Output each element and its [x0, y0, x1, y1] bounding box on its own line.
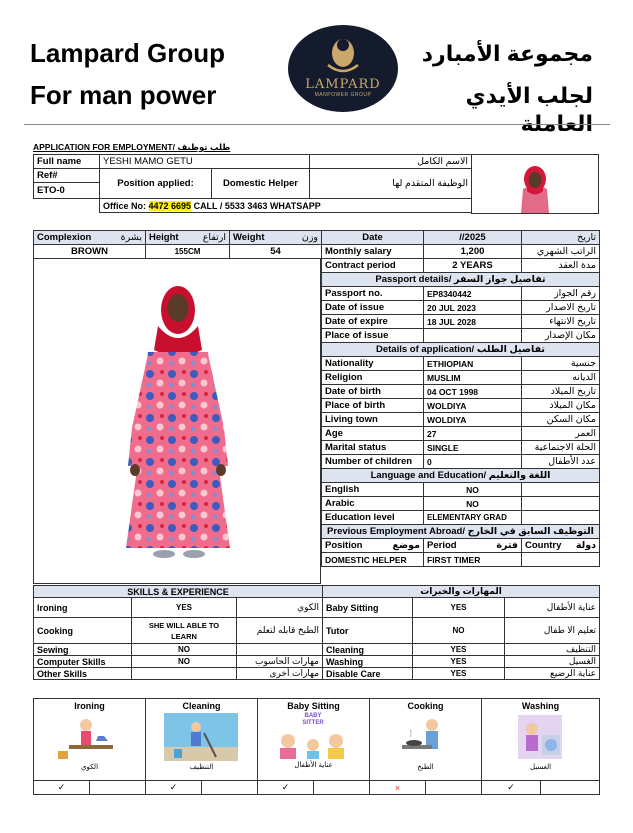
gallery-mark-cleaning: ✓	[146, 781, 202, 795]
place-of-issue-ar: مكان الإصدار	[522, 329, 600, 343]
logo-subtitle: MANPOWER GROUP	[314, 92, 372, 98]
office-suffix: CALL / 5533 3463 WHATSAPP	[191, 200, 321, 211]
skill-cleaning-value: YES	[413, 644, 505, 656]
gallery-card-washing	[482, 699, 600, 781]
applicant-info-table	[33, 154, 472, 213]
arabic-value: NO	[424, 497, 522, 511]
dob-value: 04 OCT 1998	[424, 385, 522, 399]
table-row	[322, 301, 600, 315]
expire-date-label: Date of expire	[322, 315, 424, 329]
ironing-icon	[34, 711, 144, 761]
nationality-ar: جنسية	[522, 357, 600, 371]
salary-value: 1,200	[424, 245, 522, 259]
skills-section-ar: المهارات والخبرات	[323, 586, 600, 598]
children-label: Number of children	[322, 455, 424, 469]
gallery-title-baby-sitting: Baby Sitting	[287, 701, 340, 711]
logo-emblem-icon	[288, 25, 398, 80]
table-row	[34, 656, 600, 668]
skill-computer-label: Computer Skills	[34, 656, 132, 668]
skill-other-value	[132, 668, 237, 680]
skill-washing-label: Washing	[323, 656, 413, 668]
issue-date-value: 20 JUL 2023	[424, 301, 522, 315]
ref-label: Ref#	[34, 169, 100, 183]
place-of-issue-value	[424, 329, 522, 343]
details-table	[321, 230, 600, 567]
table-row	[322, 427, 600, 441]
period-ar: مدة العقد	[522, 259, 600, 273]
company-name-ar-line2: لجلب الأيدي العاملة	[465, 83, 593, 136]
skills-section-en: SKILLS & EXPERIENCE	[34, 586, 323, 598]
prev-position-value: DOMESTIC HELPER	[322, 553, 424, 567]
full-body-photo-box	[33, 258, 321, 584]
gallery-card-cleaning	[146, 699, 258, 781]
position-ar: الوظيفة المتقدم لها	[310, 169, 472, 199]
form-title: APPLICATION FOR EMPLOYMENT/ طلب توظيف	[33, 142, 231, 152]
age-ar: العمر	[522, 427, 600, 441]
skill-cooking-ar: الطبخ قابله لتعلم	[237, 618, 323, 644]
religion-ar: الديانه	[522, 371, 600, 385]
skill-gallery	[33, 698, 600, 795]
living-town-value: WOLDIYA	[424, 413, 522, 427]
headshot-underline	[471, 213, 599, 214]
birthplace-value: WOLDIYA	[424, 399, 522, 413]
language-section-title: Language and Education/ اللغة والتعليم	[322, 469, 600, 483]
skill-ironing-label: Ironing	[34, 598, 132, 618]
gallery-ar-cooking: الطبخ	[417, 764, 434, 771]
children-value: 0	[424, 455, 522, 469]
skill-disable-care-ar: عناية الرضيع	[505, 668, 600, 680]
table-row	[34, 598, 600, 618]
gallery-card-baby-sitting	[258, 699, 370, 781]
skill-other-ar: مهارات أخرى	[237, 668, 323, 680]
issue-date-label: Date of issue	[322, 301, 424, 315]
complexion-header: Complexion بشرة	[34, 231, 146, 245]
full-name-label: Full name	[34, 155, 100, 169]
children-ar: عدد الأطفال	[522, 455, 600, 469]
baby-sitter-badge: BABY SITTER	[302, 713, 324, 726]
complexion-value: BROWN	[34, 245, 146, 259]
skill-cooking-label: Cooking	[34, 618, 132, 644]
table-row	[322, 497, 600, 511]
period-label: Contract period	[322, 259, 424, 273]
table-row	[322, 287, 600, 301]
skill-disable-care-label: Disable Care	[323, 668, 413, 680]
education-value: ELEMENTARY GRAD	[424, 511, 522, 525]
office-prefix: Office No:	[103, 200, 149, 211]
age-value: 27	[424, 427, 522, 441]
marital-ar: الحلة الاجتماعية	[522, 441, 600, 455]
skill-other-label: Other Skills	[34, 668, 132, 680]
birthplace-ar: مكان الميلاد	[522, 399, 600, 413]
marital-value: SINGLE	[424, 441, 522, 455]
gallery-ar-baby-sitting: عناية الأطفال	[294, 762, 333, 769]
position-value: Domestic Helper	[212, 169, 310, 199]
passport-section-title: Passport details/ تفاصيل جواز السفر	[322, 273, 600, 287]
headshot-photo	[471, 155, 599, 213]
skill-cooking-value: SHE WILL ABLE TO LEARN	[132, 618, 237, 644]
skills-table	[33, 585, 600, 680]
skill-washing-ar: الغسيل	[505, 656, 600, 668]
skill-sewing-value: NO	[132, 644, 237, 656]
company-name-ar-line1: مجموعة الأمبارد	[421, 41, 593, 66]
table-row	[322, 441, 600, 455]
birthplace-label: Place of birth	[322, 399, 424, 413]
skill-computer-value: NO	[132, 656, 237, 668]
issue-date-ar: تاريخ الاصدار	[522, 301, 600, 315]
table-row	[34, 644, 600, 656]
arabic-label: Arabic	[322, 497, 424, 511]
table-row	[322, 371, 600, 385]
gallery-ar-washing: الغسيل	[529, 764, 552, 771]
skill-cleaning-label: Cleaning	[323, 644, 413, 656]
gallery-card-ironing	[34, 699, 146, 781]
salary-label: Monthly salary	[322, 245, 424, 259]
table-row	[322, 511, 600, 525]
header-divider	[24, 124, 610, 125]
gallery-mark-cooking: ×	[370, 781, 426, 795]
marital-label: Marital status	[322, 441, 424, 455]
period-value: 2 YEARS	[424, 259, 522, 273]
table-row	[34, 668, 600, 680]
company-name-en-line1: Lampard Group	[30, 38, 226, 68]
gallery-card-cooking	[370, 699, 482, 781]
skill-babysitting-label: Baby Sitting	[323, 598, 413, 618]
gallery-title-cooking: Cooking	[407, 701, 444, 711]
living-town-ar: مكان السكن	[522, 413, 600, 427]
gallery-title-washing: Washing	[521, 701, 560, 711]
application-section-title: Details of application/ تفاصيل الطلب	[322, 343, 600, 357]
skill-disable-care-value: YES	[413, 668, 505, 680]
skill-ironing-ar: الكوي	[237, 598, 323, 618]
cleaning-icon	[146, 711, 256, 761]
gallery-ar-cleaning: التنظيف	[189, 764, 214, 771]
religion-value: MUSLIM	[424, 371, 522, 385]
table-row	[322, 329, 600, 343]
passport-no-ar: رقم الجواز	[522, 287, 600, 301]
height-header: Height ارتفاع	[146, 231, 230, 245]
prev-period-header: Period فترة	[424, 539, 522, 553]
skill-sewing-ar	[237, 644, 323, 656]
date-value: //2025	[424, 231, 522, 245]
nationality-value: ETHIOPIAN	[424, 357, 522, 371]
table-row	[322, 413, 600, 427]
table-row	[34, 618, 600, 644]
skill-ironing-value: YES	[132, 598, 237, 618]
english-label: English	[322, 483, 424, 497]
date-label: Date	[322, 231, 424, 245]
gallery-title-ironing: Ironing	[74, 701, 105, 711]
table-row	[322, 455, 600, 469]
gallery-title-cleaning: Cleaning	[182, 701, 221, 711]
weight-header: Weight وزن	[230, 231, 322, 245]
nationality-label: Nationality	[322, 357, 424, 371]
gallery-mark-baby-sitting: ✓	[258, 781, 314, 795]
headshot-box	[471, 154, 599, 214]
salary-ar: الراتب الشهري	[522, 245, 600, 259]
expire-date-value: 18 JUL 2028	[424, 315, 522, 329]
table-row	[322, 357, 600, 371]
physical-table	[33, 230, 322, 259]
office-phone: 4472 6695	[148, 200, 192, 211]
skill-cleaning-ar: التنظيف	[505, 644, 600, 656]
gallery-mark-ironing: ✓	[34, 781, 90, 795]
washing-icon	[482, 711, 598, 761]
gallery-mark-washing: ✓	[482, 781, 541, 795]
prev-country-value	[522, 553, 600, 567]
skill-tutor-label: Tutor	[323, 618, 413, 644]
skill-sewing-label: Sewing	[34, 644, 132, 656]
ref-value: ETO-0	[34, 183, 100, 199]
cooking-icon	[370, 711, 480, 761]
education-label: Education level	[322, 511, 424, 525]
table-row	[322, 315, 600, 329]
passport-no-value: EP8340442	[424, 287, 522, 301]
skill-babysitting-value: YES	[413, 598, 505, 618]
date-ar: تاريخ	[522, 231, 600, 245]
gallery-ar-ironing: الكوي	[80, 764, 99, 771]
table-row	[322, 385, 600, 399]
passport-no-label: Passport no.	[322, 287, 424, 301]
company-logo	[288, 25, 398, 112]
full-name-ar: الاسم الكامل	[310, 155, 472, 169]
prev-position-header: Position موضع	[322, 539, 424, 553]
prev-period-value: FIRST TIMER	[424, 553, 522, 567]
office-contact	[100, 199, 472, 213]
age-label: Age	[322, 427, 424, 441]
weight-value: 54	[230, 245, 322, 259]
place-of-issue-label: Place of issue	[322, 329, 424, 343]
religion-label: Religion	[322, 371, 424, 385]
company-name-en-line2: For man power	[30, 80, 217, 110]
position-label: Position applied:	[100, 169, 212, 199]
skill-tutor-ar: تعليم الا طفال	[505, 618, 600, 644]
dob-ar: تاريخ الميلاد	[522, 385, 600, 399]
height-value: 155CM	[146, 245, 230, 259]
skill-babysitting-ar: عناية الأطفال	[505, 598, 600, 618]
prev-country-header: Country دولة	[522, 539, 600, 553]
living-town-label: Living town	[322, 413, 424, 427]
expire-date-ar: تاريخ الانتهاء	[522, 315, 600, 329]
skill-washing-value: YES	[413, 656, 505, 668]
dob-label: Date of birth	[322, 385, 424, 399]
english-value: NO	[424, 483, 522, 497]
full-name-value: YESHI MAMO GETU	[100, 155, 310, 169]
full-body-photo	[34, 258, 320, 582]
logo-name: LAMPARD	[305, 77, 381, 92]
table-row	[322, 483, 600, 497]
previous-employment-title: Previous Employment Abroad/ التوظيف السابق في الخارج	[322, 525, 600, 539]
skill-tutor-value: NO	[413, 618, 505, 644]
table-row	[322, 399, 600, 413]
skill-computer-ar: مهارات الحاسوب	[237, 656, 323, 668]
